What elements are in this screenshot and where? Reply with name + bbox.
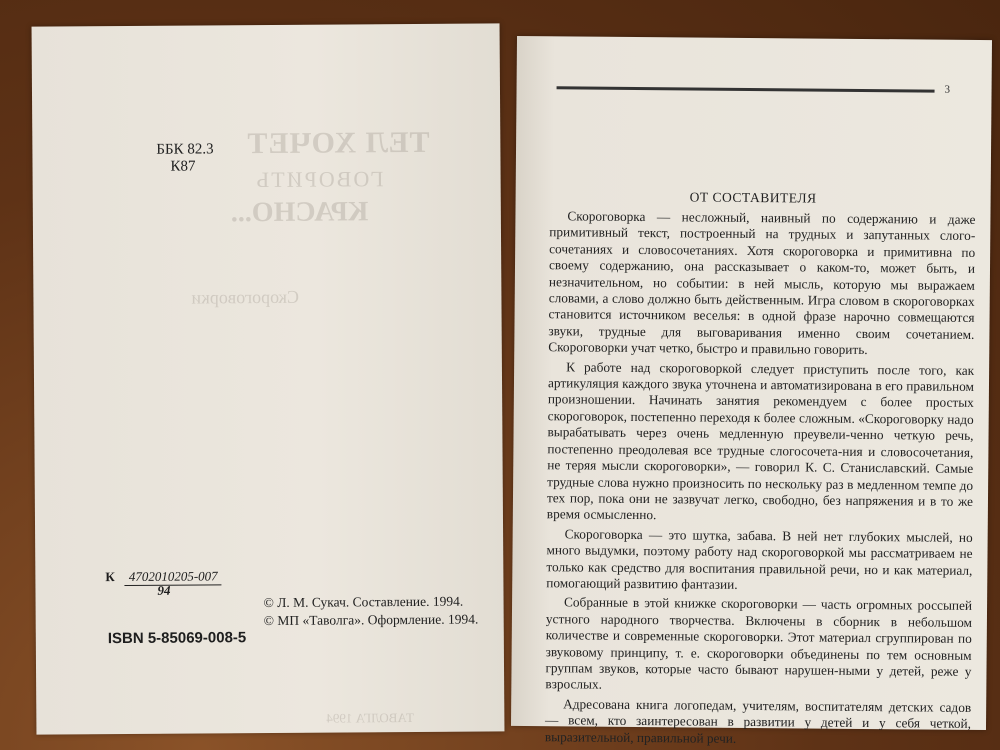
left-page bbox=[32, 23, 505, 734]
paragraph: Собранные в этой книжке скороговорки — часть огромных россыпей устного народного творчества. Включены в сборник в небольшом количестве и современные скороговорки. Этот материал сгруппирован по звуковому принципу, т. е. скороговорки объединены по тем основным группам звуков, которые часто бывают нарушен-ными у детей, реже у взрослых. bbox=[545, 594, 973, 693]
paragraph: Скороговорка — несложный, наивный по содержанию и даже примитивный текст, построенный на трудных и запутанных слого-сочетаниях и словосочетаниях. Хотя скороговорка и примитивна по своему содержанию, она рассказывает о каком-то, может быть, и незначительном, но событии: в ней мысль, которую мы выражаем словами, а слово должно быть действенным. Игра словом в скороговорках становится источником веселья: в одной фразе нарочно совмещаются звуки, трудные для выговаривания именно своим сочетанием. Скороговорки учат четко, быстро и правильно говорить. bbox=[548, 208, 976, 358]
k-code-denominator: 94 bbox=[157, 582, 171, 598]
bleed-through-text: ТЕЛ ХОЧЕТ bbox=[246, 125, 430, 161]
bleed-through-text: ГОВОРИТЬ bbox=[254, 166, 384, 193]
copyright-compilation: © Л. М. Сукач. Составление. 1994. bbox=[263, 593, 464, 611]
section-heading: ОТ СОСТАВИТЕЛЯ bbox=[689, 189, 817, 206]
k-code-numerator: 4702010205-007 bbox=[125, 568, 222, 586]
bleed-through-text: ТАВОЛГА 1994 bbox=[326, 709, 415, 726]
bbk-classification bbox=[156, 141, 213, 175]
bleed-through-text: Скороговорки bbox=[191, 286, 300, 308]
paragraph: Адресована книга логопедам, учителям, воспитателям детских садов — всем, кто заинтересован в развитии у детей и у себя четкой, выразительной, правильной речи. bbox=[544, 696, 972, 746]
copyright-design: © МП «Таволга». Оформление. 1994. bbox=[263, 611, 479, 629]
publication-code bbox=[105, 568, 221, 598]
paragraph: К работе над скороговоркой следует приступить после того, как артикуляция каждого звука уточнена и автоматизирована в его правильном произношении. Начинать занятия рекомендуем с более простых скороговорок, постепенно переходя к более сложным. «Скороговорку надо вырабатывать через очень медленную преувели-ченно четкую речь, постепенно преодолевая все трудные слогосочета-ния и словосочетания, не теряя мысли скороговорки», — говорил К. С. Станиславский. Самые трудные слова нужно произносить по нескольку раз в медленном темпе до тех пор, пока они не зазвучат легко, свободно, без напряжения и в то же время осмысленно. bbox=[546, 359, 975, 523]
bleed-through-text: КРАСНО... bbox=[230, 196, 369, 229]
paragraph: Скороговорка — это шутка, забава. В ней нет глубоких мыслей, но много выдумки, поэтому работу над скороговоркой мы рассматриваем не только как средство для воспитания правильной речи, но и как материал, помогающий развитию фантазии. bbox=[546, 526, 973, 592]
k-letter: К bbox=[105, 569, 115, 585]
bbk-code: ББК 82.3 bbox=[156, 141, 214, 158]
body-text bbox=[545, 208, 976, 749]
author-mark: К87 bbox=[170, 158, 196, 175]
copyright-block bbox=[264, 593, 479, 630]
right-page bbox=[511, 36, 992, 746]
header-rule bbox=[557, 86, 935, 92]
isbn: ISBN 5-85069-008-5 bbox=[107, 629, 247, 648]
page-number: 3 bbox=[944, 83, 951, 96]
